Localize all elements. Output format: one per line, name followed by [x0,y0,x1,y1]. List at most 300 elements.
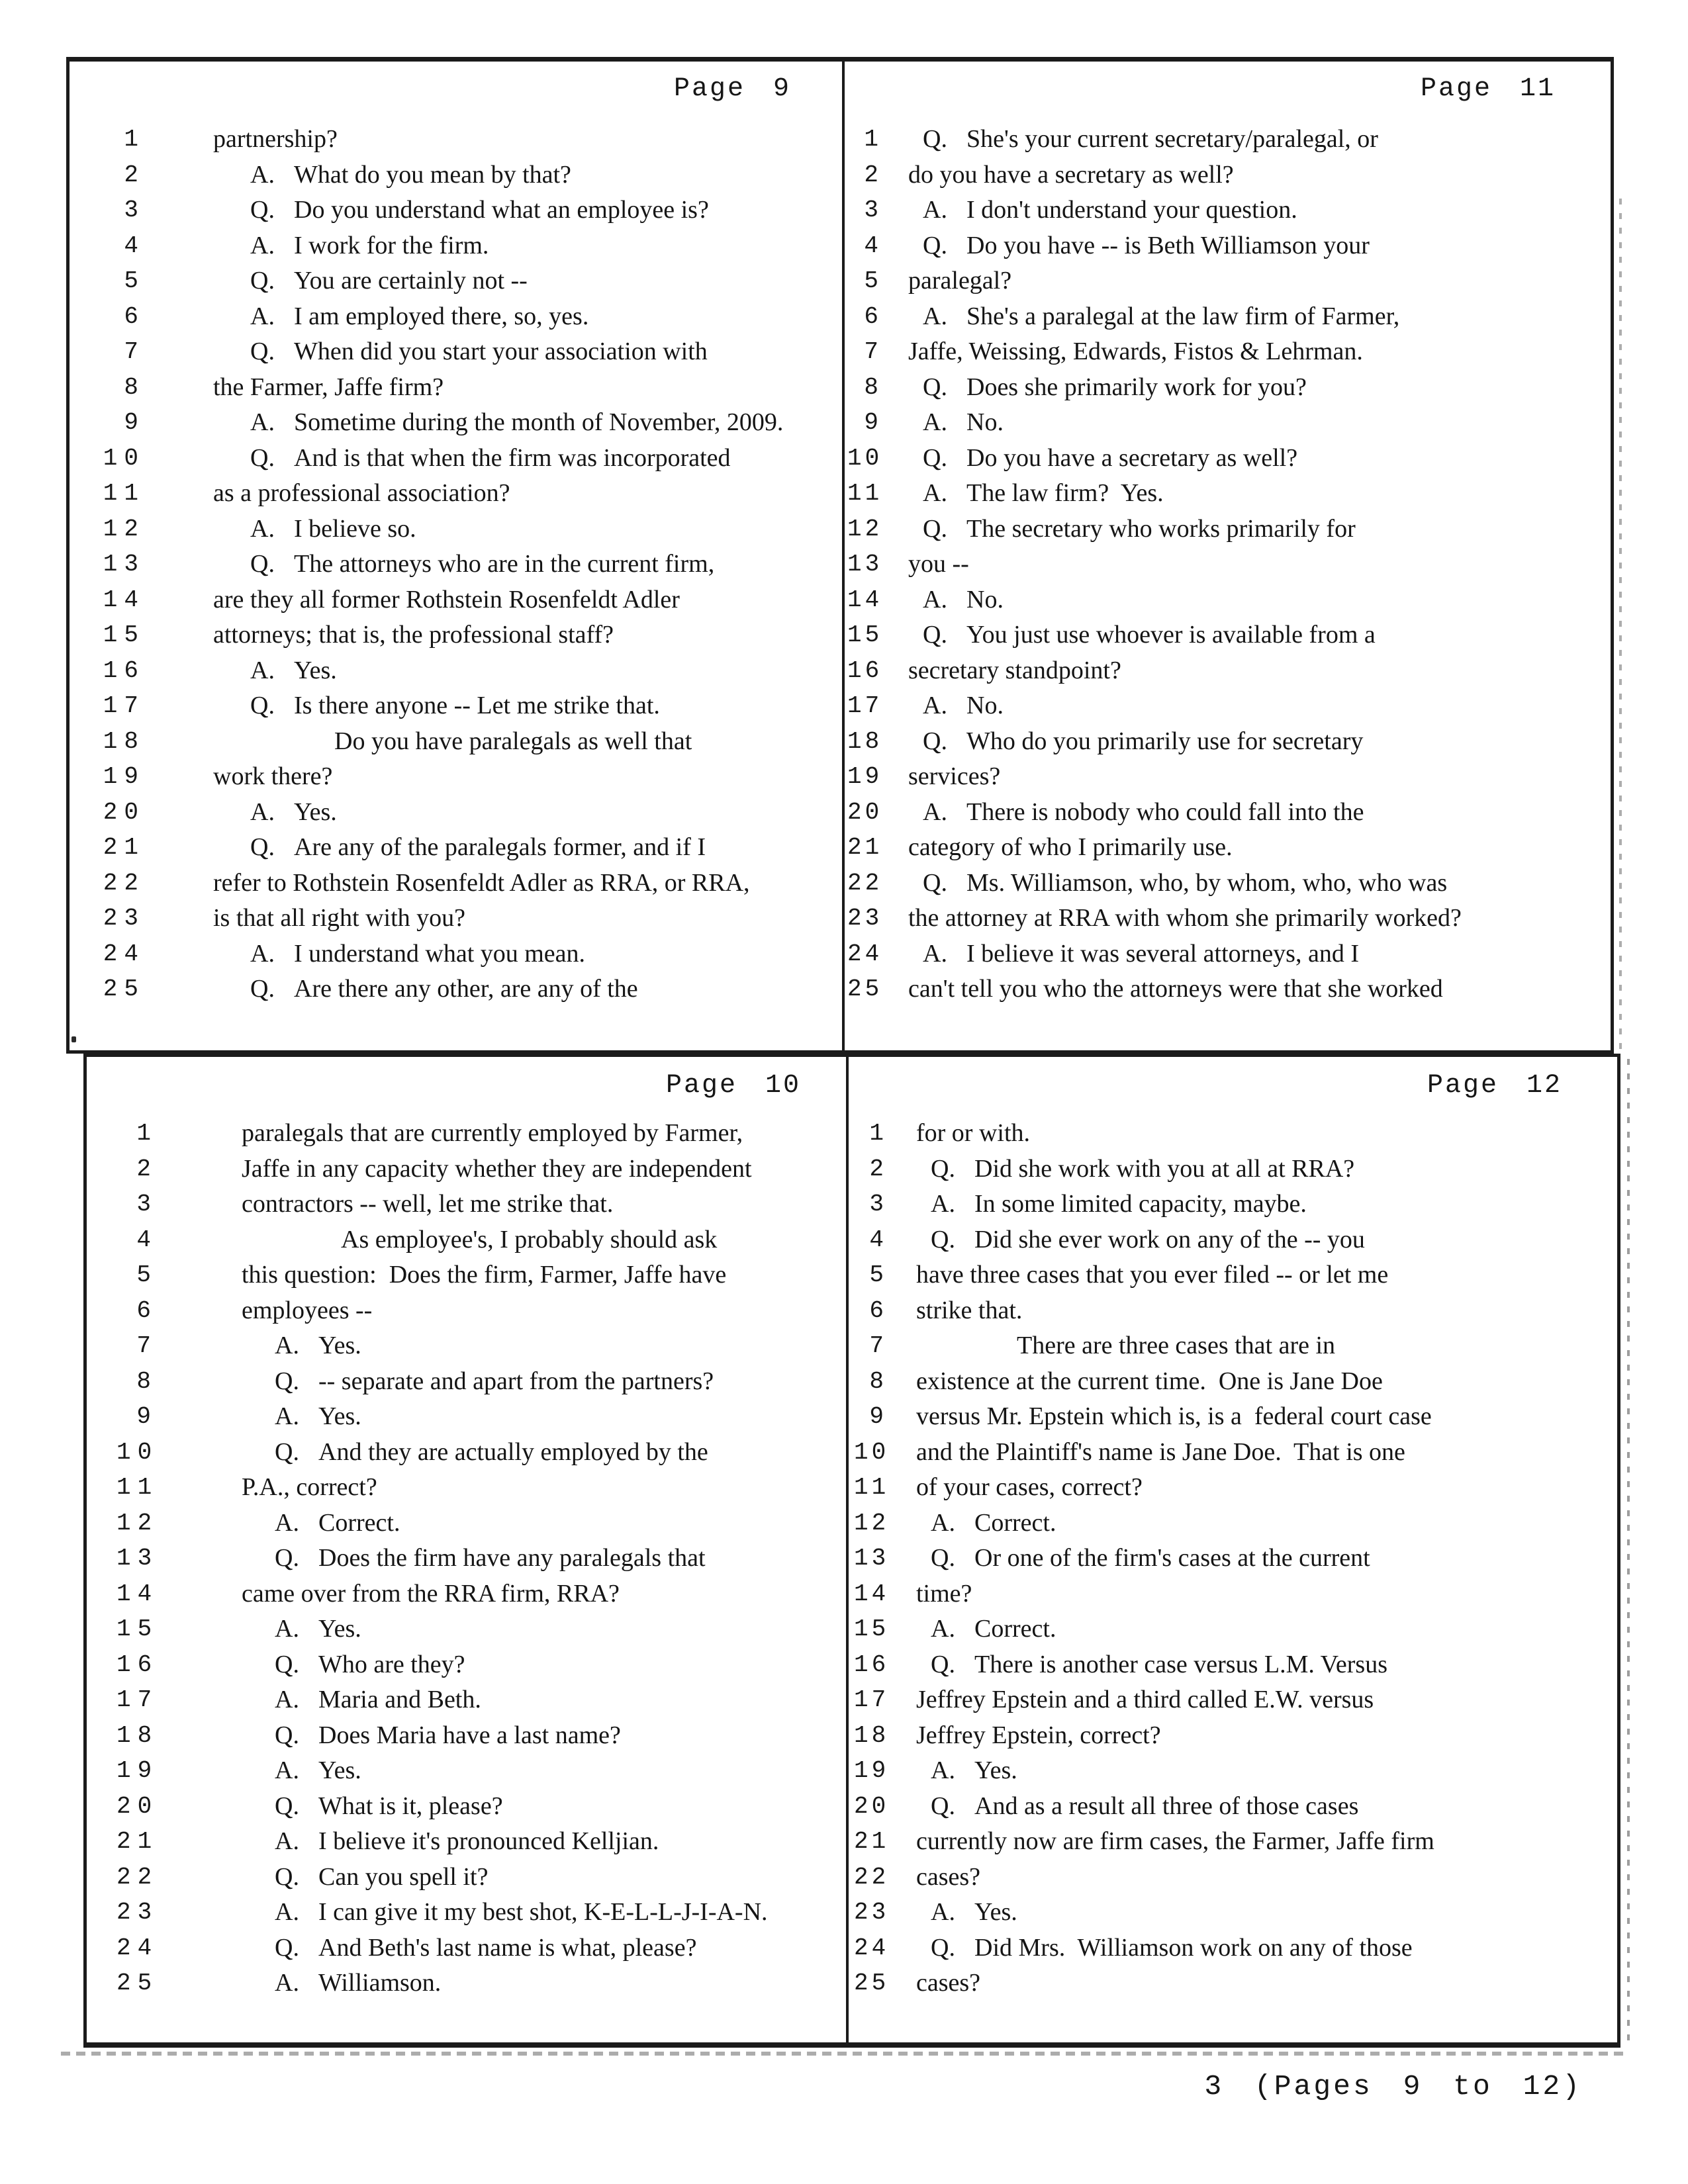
line-text: And is that when the firm was incorporated [294,443,731,472]
scan-speck [71,1036,76,1042]
line-text: I can give it my best shot, K-E-L-L-J-I-A-N. [318,1898,768,1926]
line-text: No. [966,692,1004,719]
line-text: You just use whoever is available from a [966,621,1376,649]
speaker-prefix: A. [931,1898,955,1926]
speaker-prefix: A. [250,408,275,436]
scan-noise-edge [61,2052,1623,2056]
line-text: Yes. [318,1615,361,1643]
line-text: category of who I primarily use. [908,833,1233,861]
speaker-prefix: Q. [923,621,947,649]
speaker-prefix: A. [931,1190,955,1218]
transcript-line [68,480,842,516]
line-number: 5 [864,267,882,295]
transcript-line [849,1120,1620,1156]
transcript-line [845,799,1614,835]
speaker-prefix: A. [923,939,947,968]
line-text: came over from the RRA firm, RRA? [242,1579,620,1608]
line-number: 6 [124,302,145,330]
line-text: -- separate and apart from the partners? [318,1367,714,1395]
speaker-prefix: Q. [250,692,275,719]
speaker-prefix: A. [250,231,275,259]
transcript-line [87,1864,846,1899]
transcript-line [845,763,1614,799]
speaker-prefix: A. [275,1898,299,1926]
transcript-line [87,1403,846,1439]
line-text: Does Maria have a last name? [318,1721,621,1749]
line-number: 25 [103,976,145,1003]
line-number: 19 [103,763,145,790]
speaker-prefix: Q. [275,1437,299,1466]
line-text: currently now are firm cases, the Farmer, Jaffe firm [916,1827,1434,1855]
line-text: Are there any other, are any of the [294,975,638,1003]
line-text: The secretary who works primarily for [966,514,1356,543]
line-text: I don't understand your question. [966,196,1297,224]
line-number: 9 [124,409,145,436]
line-number: 14 [854,1580,890,1608]
line-text: as a professional association? [213,479,510,507]
line-text: Do you have -- is Beth Williamson your [966,231,1370,259]
line-text: versus Mr. Epstein which is, is a federal court case [916,1402,1432,1430]
line-text: existence at the current time. One is Jane Doe [916,1367,1383,1395]
line-text: refer to Rothstein Rosenfeldt Adler as RRA, or RRA, [213,868,750,897]
line-number: 17 [847,692,883,719]
speaker-prefix: A. [275,1402,299,1430]
line-text: time? [916,1579,972,1608]
transcript-line [87,1899,846,1934]
line-text: Maria and Beth. [318,1686,481,1713]
line-text: You are certainly not -- [294,267,528,295]
speaker-prefix: Q. [275,1650,299,1678]
transcript-line [68,728,842,764]
line-number: 19 [847,763,883,790]
line-number: 25 [117,1970,159,1997]
transcript-line [87,1545,846,1580]
speaker-prefix: A. [923,797,947,826]
speaker-prefix: A. [931,1615,955,1643]
line-text: Correct. [318,1508,400,1537]
speaker-prefix: A. [250,160,275,189]
line-number: 23 [854,1899,890,1926]
line-number: 20 [117,1792,159,1820]
transcript-line [845,940,1614,976]
speaker-prefix: A. [931,1756,955,1784]
transcript-line [68,905,842,940]
line-text: There is nobody who could fall into the [966,797,1364,826]
line-number: 13 [117,1545,159,1572]
line-text: In some limited capacity, maybe. [974,1190,1307,1218]
speaker-prefix: A. [275,1827,299,1855]
transcript-line [849,1439,1620,1475]
speaker-prefix: Q. [275,1367,299,1395]
transcript-line [849,1510,1620,1545]
line-text: Who are they? [318,1650,465,1678]
transcript-line [68,409,842,445]
line-number: 1 [136,1120,158,1147]
transcript-line [845,586,1614,622]
line-text: work there? [213,762,333,790]
line-number: 21 [117,1828,159,1855]
line-text: What is it, please? [318,1792,503,1820]
line-number: 16 [117,1651,159,1678]
line-text: Who do you primarily use for secretary [966,727,1364,755]
speaker-prefix: Q. [923,231,947,259]
line-number: 9 [136,1403,158,1430]
speaker-prefix: Q. [250,443,275,472]
transcript-line [87,1226,846,1262]
transcript-page-12 [849,1054,1620,2048]
speaker-prefix: A. [275,1686,299,1713]
transcript-line [849,1615,1620,1651]
transcript-line [87,1686,846,1722]
transcript-line [87,1970,846,2005]
line-text: Are any of the paralegals former, and if I [294,833,706,861]
line-text: Did Mrs. Williamson work on any of those [974,1933,1413,1962]
speaker-prefix: Q. [275,1721,299,1749]
line-text: do you have a secretary as well? [908,160,1234,189]
transcript-line [845,551,1614,586]
line-number: 12 [117,1509,159,1537]
page-header: Page 9 [673,74,791,104]
speaker-prefix: Q. [275,1933,299,1962]
transcript-line [845,480,1614,516]
line-text: What do you mean by that? [294,160,571,189]
speaker-prefix: A. [250,656,275,684]
line-number: 1 [124,126,145,153]
line-number: 11 [117,1474,159,1501]
speaker-prefix: Q. [923,514,947,543]
speaker-prefix: Q. [275,1544,299,1572]
page-lines [68,126,842,1011]
speaker-prefix: A. [250,514,275,543]
transcript-line [849,1368,1620,1404]
transcript-line [68,126,842,161]
transcript-line [68,940,842,976]
line-text: this question: Does the firm, Farmer, Jaffe have [242,1261,727,1289]
line-text: When did you start your association with [294,338,708,365]
line-text: services? [908,762,1001,790]
line-number: 23 [103,905,145,932]
transcript-line [68,870,842,905]
line-text: I am employed there, so, yes. [294,302,589,330]
line-text: of your cases, correct? [916,1473,1143,1501]
speaker-prefix: Q. [923,727,947,755]
transcript-line [68,621,842,657]
transcript-line [68,197,842,232]
transcript-line [87,1722,846,1758]
line-text: There is another case versus L.M. Versus [974,1650,1388,1678]
transcript-line [849,1474,1620,1510]
line-text: And as a result all three of those cases [974,1792,1359,1820]
line-number: 25 [854,1970,890,1997]
transcript-line [849,1545,1620,1580]
line-number: 8 [136,1367,158,1395]
transcript-line [68,338,842,374]
line-number: 6 [136,1297,158,1324]
transcript-line [68,586,842,622]
line-number: 14 [117,1580,159,1608]
transcript-line [68,834,842,870]
transcript-line [849,1899,1620,1934]
transcript-line [68,799,842,835]
transcript-line [849,1864,1620,1899]
line-text: Yes. [294,797,337,826]
line-text: No. [966,408,1004,436]
transcript-line [849,1651,1620,1687]
speaker-prefix: A. [275,1969,299,1997]
line-text: secretary standpoint? [908,656,1121,684]
transcript-line [849,1934,1620,1970]
transcript-line [68,303,842,339]
line-text: Jaffe, Weissing, Edwards, Fistos & Lehrman. [908,338,1363,365]
speaker-prefix: A. [275,1332,299,1359]
line-number: 13 [103,551,145,578]
transcript-line [849,1793,1620,1829]
line-text: Yes. [974,1898,1017,1926]
page-header: Page 12 [1427,1071,1562,1101]
line-number: 12 [854,1509,890,1537]
line-number: 11 [103,480,145,507]
transcript-line [849,1970,1620,2005]
line-number: 7 [136,1332,158,1359]
line-number: 16 [103,657,145,684]
transcript-line [68,657,842,693]
line-number: 16 [854,1651,890,1678]
page-lines [849,1120,1620,2005]
line-text: Correct. [974,1615,1056,1643]
line-number: 1 [869,1120,887,1147]
transcript-line [68,374,842,410]
transcript-line [845,445,1614,480]
line-text: employees -- [242,1296,373,1324]
line-number: 11 [854,1474,890,1501]
line-number: 21 [854,1828,890,1855]
speaker-prefix: A. [250,797,275,826]
line-number: 23 [847,905,883,932]
line-number: 24 [854,1934,890,1962]
line-number: 22 [117,1863,159,1891]
speaker-prefix: A. [250,302,275,330]
line-text: the attorney at RRA with whom she primarily worked? [908,904,1462,932]
line-number: 7 [864,338,882,365]
transcript-line [87,1615,846,1651]
transcript-line [845,728,1614,764]
transcript-line [849,1580,1620,1616]
line-text: The attorneys who are in the current firm, [294,550,715,578]
line-text: attorneys; that is, the professional staff? [213,621,614,649]
line-number: 2 [124,161,145,189]
speaker-prefix: A. [923,408,947,436]
line-text: Do you have a secretary as well? [966,443,1298,472]
speaker-prefix: A. [923,585,947,614]
line-number: 15 [103,621,145,649]
line-number: 8 [124,373,145,401]
transcript-line [849,1722,1620,1758]
line-number: 7 [869,1332,887,1359]
page-lines [845,126,1614,1011]
speaker-prefix: Q. [250,975,275,1003]
speaker-prefix: Q. [923,443,947,472]
line-text: As employee's, I probably should ask [341,1225,718,1253]
line-number: 18 [117,1721,159,1749]
line-text: Ms. Williamson, who, by whom, who, who was [966,868,1448,897]
line-text: I work for the firm. [294,231,489,259]
line-number: 5 [869,1261,887,1289]
line-number: 23 [117,1899,159,1926]
line-number: 17 [103,692,145,719]
line-number: 3 [869,1191,887,1218]
speaker-prefix: A. [931,1508,955,1537]
line-number: 5 [136,1261,158,1289]
transcript-line [87,1510,846,1545]
line-number: 3 [864,197,882,224]
line-text: Yes. [318,1402,361,1430]
line-number: 15 [854,1615,890,1643]
line-text: I understand what you mean. [294,939,586,968]
line-number: 3 [124,197,145,224]
line-number: 19 [854,1757,890,1784]
speaker-prefix: A. [923,196,947,224]
line-number: 2 [869,1155,887,1183]
transcript-line [845,976,1614,1011]
transcript-line [87,1474,846,1510]
line-text: Correct. [974,1508,1056,1537]
line-number: 16 [847,657,883,684]
transcript-page-10 [87,1054,846,2048]
line-number: 21 [103,834,145,861]
line-number: 17 [117,1686,159,1713]
transcript-line [87,1261,846,1297]
line-number: 20 [854,1792,890,1820]
transcript-line [849,1403,1620,1439]
transcript-page-9 [68,57,842,1054]
scan-noise-edge [1627,1059,1630,2045]
line-number: 12 [103,515,145,543]
transcript-line [68,232,842,268]
transcript-line [87,1368,846,1404]
speaker-prefix: A. [923,692,947,719]
speaker-prefix: A. [275,1508,299,1537]
line-text: Did she ever work on any of the -- you [974,1225,1365,1253]
line-number: 4 [869,1226,887,1253]
transcript-line [87,1934,846,1970]
page-header: Page 10 [665,1071,801,1101]
transcript-line [87,1120,846,1156]
line-number: 10 [103,444,145,472]
line-number: 10 [847,444,883,472]
speaker-prefix: Q. [931,1650,955,1678]
line-text: She's your current secretary/paralegal, or [966,125,1378,153]
line-number: 14 [103,586,145,614]
transcript-line [849,1156,1620,1191]
line-number: 18 [854,1721,890,1749]
transcript-line [845,338,1614,374]
line-text: No. [966,585,1004,614]
transcript-line [87,1580,846,1616]
transcript-line [849,1332,1620,1368]
line-number: 25 [847,976,883,1003]
transcript-line [845,374,1614,410]
scan-noise-edge [1619,199,1622,1049]
line-number: 7 [124,338,145,365]
line-text: Jeffrey Epstein and a third called E.W. versus [916,1686,1374,1713]
speaker-prefix: Q. [250,338,275,365]
transcript-line [849,1686,1620,1722]
line-text: And Beth's last name is what, please? [318,1933,697,1962]
transcript-line [849,1297,1620,1333]
line-text: Do you have paralegals as well that [334,727,692,755]
line-text: Does she primarily work for you? [966,373,1307,401]
line-number: 2 [136,1155,158,1183]
line-number: 22 [103,869,145,897]
transcript-line [87,1439,846,1475]
line-number: 21 [847,834,883,861]
transcript-line [849,1226,1620,1262]
line-number: 24 [103,940,145,968]
line-number: 22 [854,1863,890,1891]
line-number: 13 [854,1545,890,1572]
line-text: Yes. [318,1756,361,1784]
line-number: 1 [864,126,882,153]
page-header: Page 11 [1420,74,1556,104]
line-number: 9 [864,409,882,436]
transcript-line [845,621,1614,657]
speaker-prefix: Q. [250,196,275,224]
line-text: Yes. [294,656,337,684]
line-text: I believe it's pronounced Kelljian. [318,1827,659,1855]
line-text: Does the firm have any paralegals that [318,1544,706,1572]
line-text: you -- [908,550,969,578]
line-text: Yes. [974,1756,1017,1784]
transcript-line [68,445,842,480]
line-number: 3 [136,1191,158,1218]
transcript-line [87,1828,846,1864]
line-number: 12 [847,515,883,543]
transcript-line [849,1191,1620,1226]
line-text: cases? [916,1862,981,1891]
speaker-prefix: Q. [275,1792,299,1820]
transcript-line [87,1156,846,1191]
speaker-prefix: A. [923,479,947,507]
line-number: 4 [136,1226,158,1253]
line-text: And they are actually employed by the [318,1437,708,1466]
speaker-prefix: A. [923,302,947,330]
line-text: Did she work with you at all at RRA? [974,1154,1355,1183]
transcript-line [849,1757,1620,1793]
transcript-line [849,1261,1620,1297]
transcript-line [68,763,842,799]
transcript-line [68,516,842,551]
line-text: The law firm? Yes. [966,479,1164,507]
speaker-prefix: Q. [931,1544,955,1572]
speaker-prefix: Q. [250,833,275,861]
speaker-prefix: Q. [923,373,947,401]
line-number: 19 [117,1757,159,1784]
line-text: paralegals that are currently employed by Farmer, [242,1119,743,1147]
transcript-line [68,692,842,728]
transcript-line [845,161,1614,197]
transcript-line [87,1651,846,1687]
line-text: Or one of the firm's cases at the current [974,1544,1370,1572]
line-text: cases? [916,1969,981,1997]
line-number: 18 [847,727,883,755]
speaker-prefix: Q. [250,550,275,578]
sheet-page-indicator: 3 (Pages 9 to 12) [1204,2070,1582,2103]
transcript-page-11 [845,57,1614,1054]
speaker-prefix: A. [250,939,275,968]
transcript-line [845,126,1614,161]
transcript-line [845,232,1614,268]
speaker-prefix: A. [275,1756,299,1784]
